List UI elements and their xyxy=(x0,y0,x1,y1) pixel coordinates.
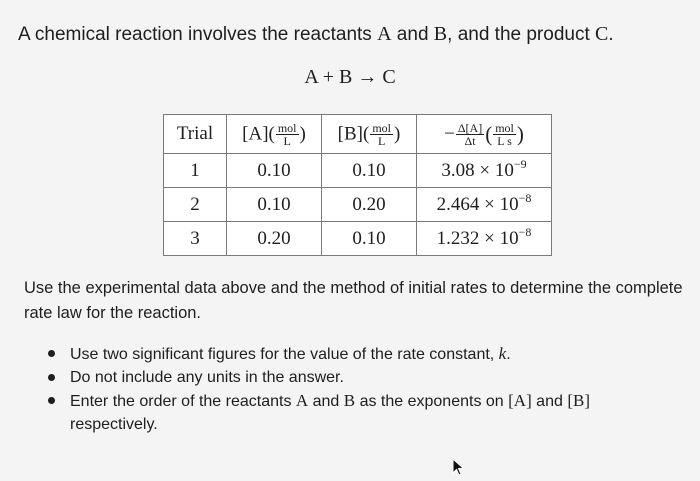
list-item: Enter the order of the reactants A and B as the exponents on [A] and [B] respectively. xyxy=(44,389,674,436)
bullet-icon xyxy=(48,397,55,404)
reactant-a-label: A xyxy=(377,23,392,45)
header-conc-b: [B]( $\frac{\text{mol}}{L}$ ) xyxy=(322,115,417,154)
intro-text: A chemical reaction involves the reactants A and B, and the product C. xyxy=(18,23,614,45)
instruction-bullets xyxy=(44,342,674,436)
reactant-b-label: B xyxy=(433,23,448,45)
header-conc-a: [A]( $\frac{\text{mol}}{L}$ ) xyxy=(227,115,322,154)
list-item: Use two significant figures for the value of the rate constant, k. xyxy=(44,342,674,366)
list-item: Do not include any units in the answer. xyxy=(44,366,674,389)
bullet-icon xyxy=(48,350,55,357)
rate-data-table xyxy=(163,114,552,256)
header-trial: Trial xyxy=(164,115,227,154)
product-c-label: C xyxy=(595,23,609,45)
table-row: 2 0.10 0.20 $2.464 \times 10^{-8}$ xyxy=(164,188,552,222)
header-rate: − $\frac{\Delta[A]}{\Delta t}$ ( $\frac{\text{mol}}{\text{L s}}$ ) xyxy=(417,115,552,154)
table-row: 3 0.20 0.10 $1.232 \times 10^{-8}$ xyxy=(164,222,552,256)
reaction-equation: A + B → C xyxy=(304,66,396,88)
bullet-icon xyxy=(48,374,55,381)
table-row: 1 0.10 0.10 $3.08 \times 10^{-9}$ xyxy=(164,154,552,188)
instructions-text: Use the experimental data above and the method of initial rates to determine the complete rate law for the reaction. xyxy=(24,279,683,322)
table-header-row xyxy=(164,115,552,154)
